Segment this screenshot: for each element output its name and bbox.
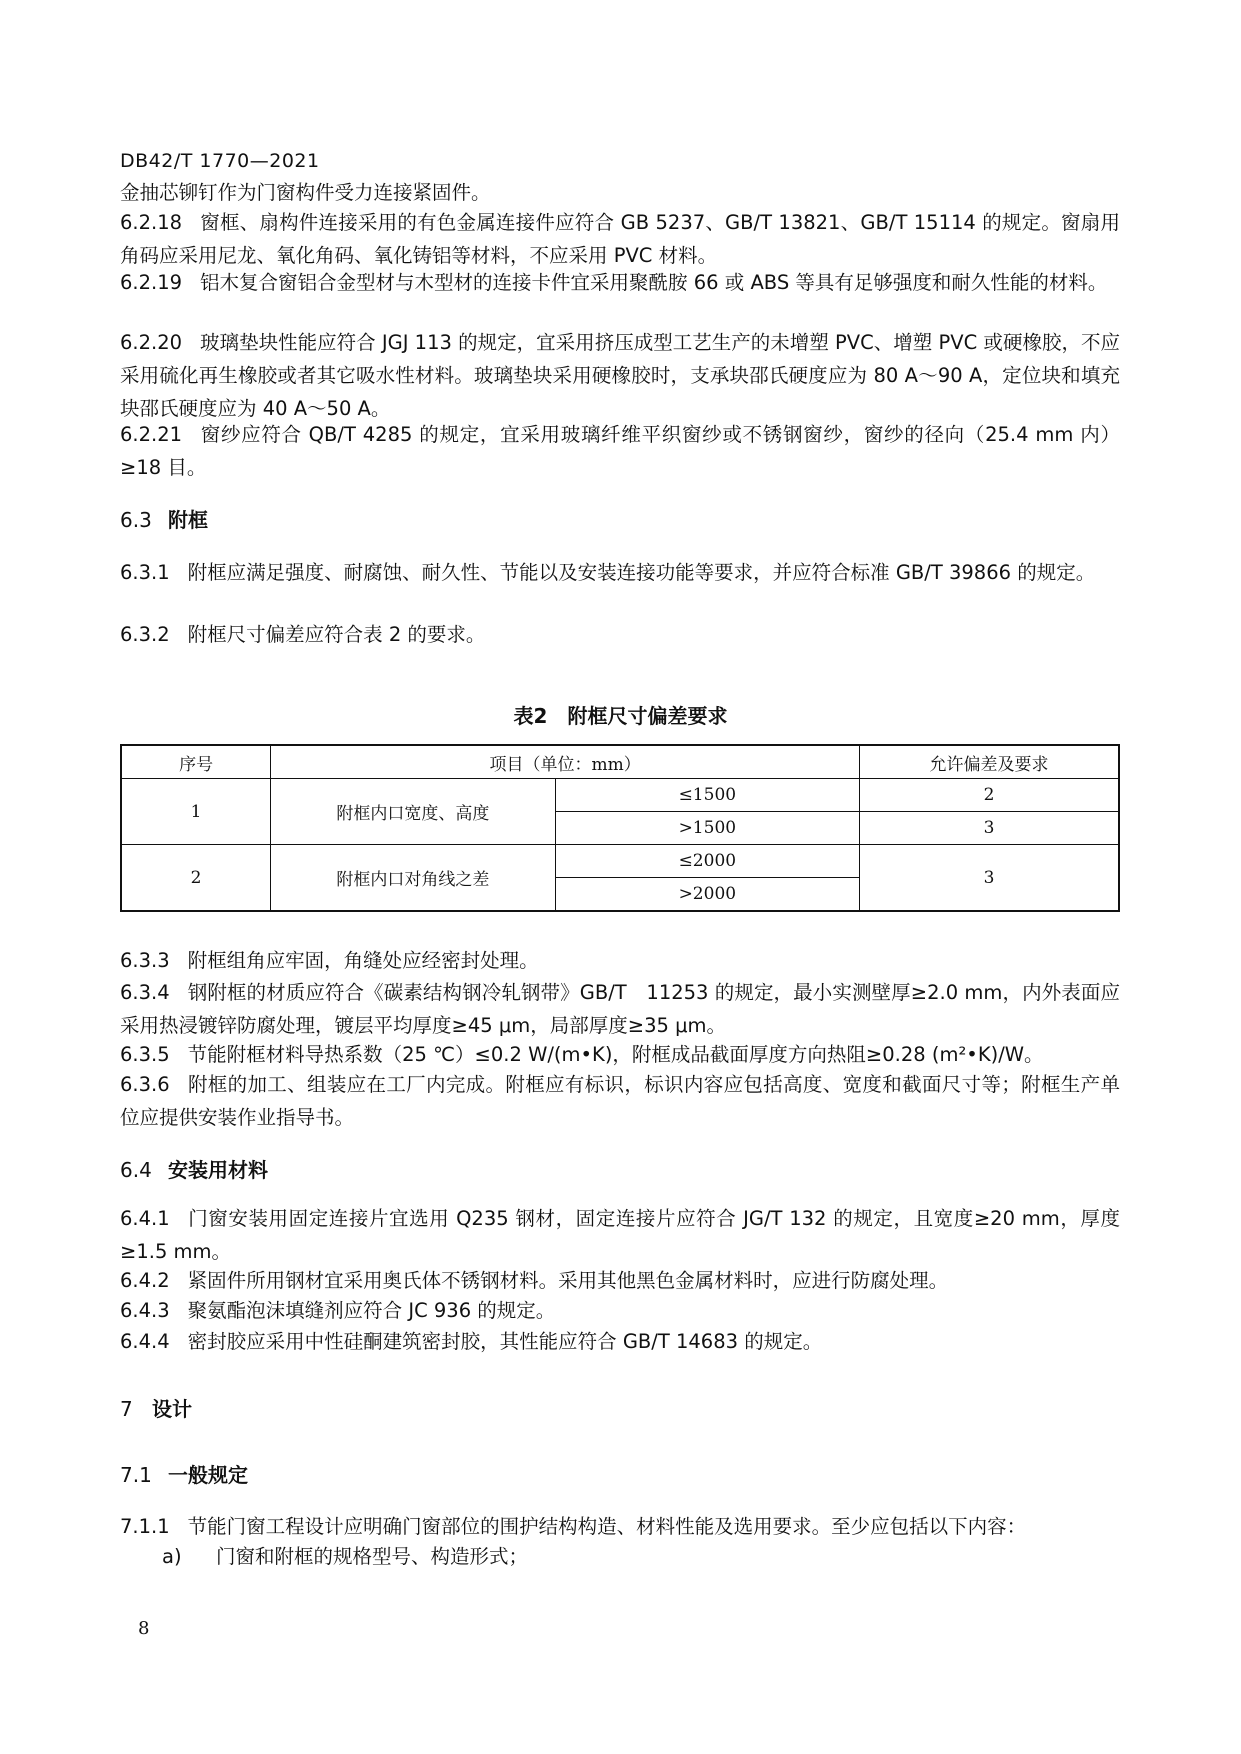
cell-range: >2000 — [555, 878, 859, 912]
clause-number: 6.3.6 — [120, 1073, 170, 1096]
clause-text: 附框应满足强度、耐腐蚀、耐久性、节能以及安装连接功能等要求，并应符合标准 GB/T 39866 的规定。 — [187, 561, 1096, 584]
clause-number: 6.2.20 — [120, 331, 183, 354]
clause-number: 6.3.4 — [120, 981, 170, 1004]
section-number: 6.3 — [120, 508, 152, 532]
cell-seq: 2 — [121, 845, 271, 912]
clause-6-3-4 — [120, 976, 1120, 1042]
clause-number: 6.3.5 — [120, 1043, 170, 1066]
clause-6-3-3 — [120, 944, 1120, 977]
clause-text: 聚氨酯泡沫填缝剂应符合 JC 936 的规定。 — [187, 1299, 556, 1322]
header-seq: 序号 — [121, 745, 271, 779]
clause-number: 6.4.3 — [120, 1299, 170, 1322]
list-item-a — [162, 1542, 528, 1572]
list-item-text: 门窗和附框的规格型号、构造形式； — [216, 1545, 529, 1568]
table-caption: 表2 附框尺寸偏差要求 — [513, 704, 728, 728]
chapter-number: 7 — [120, 1397, 133, 1421]
clause-6-3-1 — [120, 556, 1120, 589]
clause-number: 6.3.2 — [120, 623, 170, 646]
table-header-row — [121, 745, 1119, 779]
chapter-heading-7 — [120, 1394, 192, 1424]
header-tolerance: 允许偏差及要求 — [860, 745, 1119, 779]
section-number: 6.4 — [120, 1158, 152, 1182]
clause-6-3-5 — [120, 1038, 1120, 1071]
clause-number: 7.1.1 — [120, 1515, 170, 1538]
section-title: 一般规定 — [168, 1463, 248, 1487]
cell-item: 附框内口宽度、高度 — [271, 779, 555, 845]
clause-text: 门窗安装用固定连接片宜选用 Q235 钢材，固定连接片应符合 JG/T 132 的规定，且宽度≥20 mm，厚度≥1.5 mm。 — [120, 1207, 1120, 1263]
cell-range: ≤1500 — [555, 779, 859, 812]
page-number: 8 — [138, 1618, 150, 1639]
clause-6-2-20 — [120, 326, 1120, 425]
clause-text: 附框的加工、组装应在工厂内完成。附框应有标识，标识内容应包括高度、宽度和截面尺寸等；附框生产单位应提供安装作业指导书。 — [120, 1073, 1120, 1129]
clause-text: 节能附框材料导热系数（25 ℃）≤0.2 W/(m•K)，附框成品截面厚度方向热阻≥0.28 (m²•K)/W。 — [187, 1043, 1044, 1066]
section-title: 附框 — [168, 508, 208, 532]
cell-range: ≤2000 — [555, 845, 859, 878]
chapter-title: 设计 — [152, 1397, 192, 1421]
clause-6-4-2 — [120, 1264, 1120, 1297]
doc-code-header: DB42/T 1770—2021 — [120, 150, 320, 172]
section-title: 安装用材料 — [168, 1158, 268, 1182]
clause-number: 6.2.18 — [120, 211, 183, 234]
cell-value: 3 — [860, 845, 1119, 912]
clause-6-3-6 — [120, 1068, 1120, 1134]
clause-number: 6.3.3 — [120, 949, 170, 972]
list-item-label: a) — [162, 1545, 182, 1568]
table-row — [121, 779, 1119, 812]
clause-number: 6.2.19 — [120, 271, 183, 294]
clause-6-4-1 — [120, 1202, 1120, 1268]
cell-value: 3 — [860, 812, 1119, 845]
clause-6-2-21 — [120, 418, 1120, 484]
clause-6-4-3 — [120, 1294, 1120, 1327]
clause-number: 6.4.4 — [120, 1330, 170, 1353]
clause-6-2-18 — [120, 206, 1120, 272]
cell-value: 2 — [860, 779, 1119, 812]
section-heading-6-4 — [120, 1155, 268, 1185]
clause-7-1-1 — [120, 1510, 1120, 1543]
clause-text: 节能门窗工程设计应明确门窗部位的围护结构构造、材料性能及选用要求。至少应包括以下内容： — [187, 1515, 1027, 1538]
cell-item: 附框内口对角线之差 — [271, 845, 555, 912]
section-heading-6-3 — [120, 505, 208, 535]
clause-text: 密封胶应采用中性硅酮建筑密封胶，其性能应符合 GB/T 14683 的规定。 — [187, 1330, 823, 1353]
clause-text: 钢附框的材质应符合《碳素结构钢冷轧钢带》GB/T 11253 的规定，最小实测壁厚≥2.0 mm，内外表面应采用热浸镀锌防腐处理，镀层平均厚度≥45 μm，局部厚度≥35 μm。 — [120, 981, 1120, 1037]
clause-number: 6.4.2 — [120, 1269, 170, 1292]
header-item: 项目（单位：mm） — [271, 745, 860, 779]
section-number: 7.1 — [120, 1463, 152, 1487]
paragraph-continued — [120, 176, 1120, 209]
clause-6-2-19 — [120, 266, 1120, 299]
clause-text: 玻璃垫块性能应符合 JGJ 113 的规定，宜采用挤压成型工艺生产的未增塑 PVC、增塑 PVC 或硬橡胶，不应采用硫化再生橡胶或者其它吸水性材料。玻璃垫块采用硬橡胶时，支承块邵氏硬度应为 80 A～90 A，定位块和填充块邵氏硬度应为 40 A～50 A。 — [120, 331, 1120, 420]
clause-text: 窗框、扇构件连接采用的有色金属连接件应符合 GB 5237、GB/T 13821、GB/T 15114 的规定。窗扇用角码应采用尼龙、氧化角码、氧化铸铝等材料，不应采用 PVC 材料。 — [120, 211, 1120, 267]
clause-text: 窗纱应符合 QB/T 4285 的规定，宜采用玻璃纤维平织窗纱或不锈钢窗纱，窗纱的径向（25.4 mm 内）≥18 目。 — [120, 423, 1120, 479]
clause-number: 6.4.1 — [120, 1207, 170, 1230]
cell-range: >1500 — [555, 812, 859, 845]
paragraph-text: 金抽芯铆钉作为门窗构件受力连接紧固件。 — [120, 181, 491, 204]
clause-text: 附框尺寸偏差应符合表 2 的要求。 — [187, 623, 486, 646]
clause-number: 6.3.1 — [120, 561, 170, 584]
clause-6-3-2 — [120, 618, 1120, 651]
tolerance-table — [120, 744, 1120, 912]
clause-text: 紧固件所用钢材宜采用奥氏体不锈钢材料。采用其他黑色金属材料时，应进行防腐处理。 — [187, 1269, 949, 1292]
clause-6-4-4 — [120, 1325, 1120, 1358]
clause-text: 附框组角应牢固，角缝处应经密封处理。 — [187, 949, 539, 972]
clause-text: 铝木复合窗铝合金型材与木型材的连接卡件宜采用聚酰胺 66 或 ABS 等具有足够强度和耐久性能的材料。 — [200, 271, 1108, 294]
section-heading-7-1 — [120, 1460, 248, 1490]
table-row — [121, 845, 1119, 878]
clause-number: 6.2.21 — [120, 423, 183, 446]
cell-seq: 1 — [121, 779, 271, 845]
